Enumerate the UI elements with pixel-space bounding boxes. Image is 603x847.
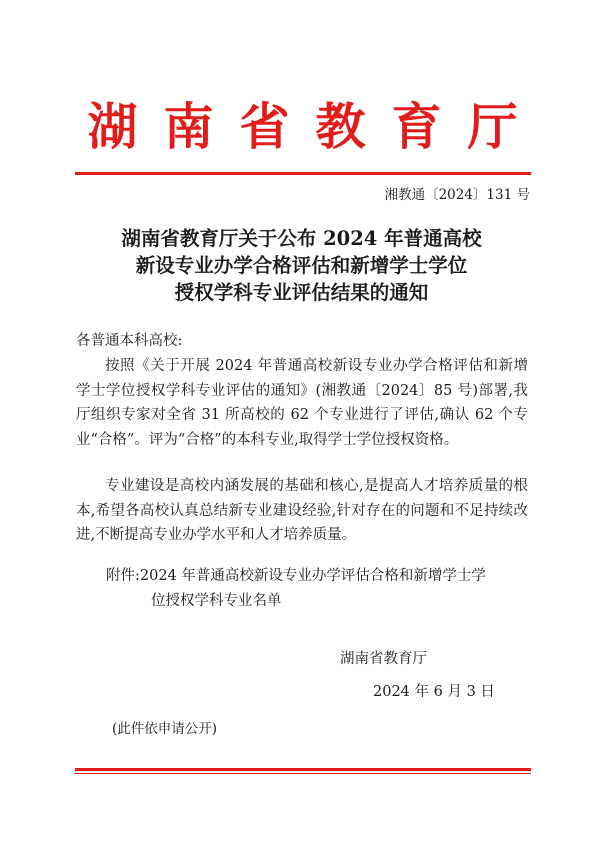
body-paragraph-2: 专业建设是高校内涵发展的基础和核心,是提高人才培养质量的根本,希望各高校认真总结新专业建设经验,针对存在的问题和不足持续改进,不断提高专业办学水平和人才培养质量。 [76, 478, 528, 544]
attachment-line-1: 附件:2024 年普通高校新设专业办学评估合格和新增学士学 [106, 568, 486, 584]
disclosure-note: (此件依申请公开) [112, 721, 218, 737]
salutation: 各普通本科高校: [76, 333, 183, 349]
document-number: 湘教通〔2024〕131 号 [384, 187, 530, 203]
footer-red-rule-thin [75, 773, 531, 774]
title-line-3: 授权学科专业评估结果的通知 [174, 281, 429, 304]
header-red-rule [75, 172, 531, 175]
footer-red-rule-thick [75, 768, 531, 771]
issuing-org-header: 湖南省教育厅 [87, 98, 544, 156]
signature-org: 湖南省教育厅 [340, 651, 427, 667]
document-title [0, 225, 603, 306]
body-paragraph-1: 按照《关于开展 2024 年普通高校新设专业办学合格评估和新增学士学位授权学科专业评估的通知》(湘教通〔2024〕85 号)部署,我厅组织专家对全省 31 所高校的 62 个专业进行了评估,确认 62 个专业“合格”。评为“合格”的本科专业,取得学士学位授权资格。 [76, 358, 528, 448]
attachment-line-2: 位授权学科专业名单 [151, 593, 282, 609]
title-line-2: 新设专业办学合格评估和新增学士学位 [135, 254, 468, 277]
attachment-note [106, 564, 531, 614]
title-line-1: 湖南省教育厅关于公布 2024 年普通高校 [121, 227, 482, 250]
signature-date: 2024 年 6 月 3 日 [373, 684, 495, 700]
